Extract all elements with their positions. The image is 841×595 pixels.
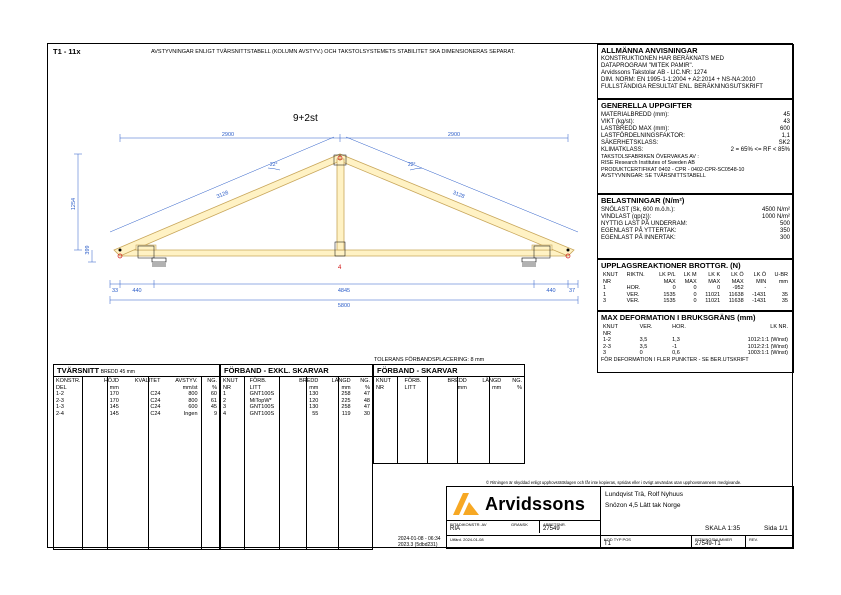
- column-header: FÖRB.: [404, 378, 422, 384]
- property-row: [601, 140, 790, 147]
- table-cell: 1012:2:1 (Winst): [747, 343, 788, 350]
- property-row: [601, 207, 790, 214]
- loads-panel: [597, 194, 794, 259]
- table-cell: 1-2: [56, 391, 64, 397]
- column-header: NG.: [512, 378, 522, 384]
- deformation-table: [601, 324, 790, 357]
- drawing-number: 27549-T1: [695, 541, 721, 547]
- property-value: 500: [779, 221, 790, 227]
- general-note-line: DATAPROGRAM "MITEK PAMIR".: [601, 63, 694, 69]
- column-header: HOR.: [672, 324, 686, 330]
- table-cell: 0: [717, 285, 721, 291]
- truss-count: 9+2st: [293, 113, 318, 124]
- angle-right: 22°: [408, 162, 416, 168]
- drawing-number-label: RITNINGSNUMMER: [695, 537, 733, 542]
- left-top-chord: [114, 154, 340, 256]
- company-logo: [453, 493, 585, 515]
- property-label: VINDLAST (qp(z)):: [601, 214, 652, 220]
- table-cell: 0: [693, 291, 697, 298]
- column-header: NR: [603, 330, 611, 337]
- property-label: LASTBREDD MAX (mm):: [601, 126, 670, 132]
- property-value: 350: [779, 228, 790, 234]
- property-label: LASTFÖRDELNINGSFAKTOR:: [601, 133, 685, 139]
- column-header: %: [365, 384, 370, 391]
- general-note-line: DIM. NORM: EN 1995-1-1:2004 + A2:2014 + NS-NA:2010: [601, 77, 756, 83]
- node-dot: [567, 249, 570, 252]
- table-cell: 1535: [663, 291, 676, 298]
- property-value: 45: [783, 112, 790, 118]
- dim-right-bay: 440: [546, 288, 556, 294]
- property-label: NYTTIG LAST PÅ UNDERRAM:: [601, 221, 688, 227]
- table-cell: 0: [639, 350, 643, 356]
- table-cell: 800: [188, 397, 198, 404]
- table-cell: 600: [188, 404, 198, 410]
- column-header: mm: [457, 384, 467, 391]
- table-cell: 1: [223, 391, 227, 397]
- column-header: KNUT: [603, 272, 618, 278]
- sections-header: TVÄRSNITT: [57, 366, 100, 375]
- scale: SKALA 1:35: [705, 525, 741, 532]
- column-header: LK Ö: [731, 272, 744, 278]
- property-row: [601, 119, 790, 126]
- dim-height: 1254: [71, 197, 77, 211]
- property-label: MATERIALBREDD (mm):: [601, 112, 669, 118]
- table-cell: C24: [150, 410, 161, 417]
- king-post: [337, 159, 344, 250]
- property-row: [601, 126, 790, 133]
- dim-heel: 399: [85, 245, 91, 255]
- column-header: MAX: [684, 278, 697, 285]
- logo-wordmark: Arvidssons: [485, 493, 586, 514]
- connectors-table-panel: [220, 364, 373, 550]
- right-support: [522, 258, 536, 266]
- table-cell: 4: [223, 410, 227, 417]
- column-header: MAX: [731, 278, 744, 285]
- table-cell: -1: [672, 343, 678, 350]
- table-cell: 11021: [705, 298, 721, 304]
- column-header: VER.: [639, 324, 653, 330]
- truss-title: T1 - 11x: [53, 47, 81, 56]
- table-header-row: [601, 272, 790, 279]
- table-cell: 258: [341, 391, 351, 397]
- property-row: [601, 235, 790, 242]
- table-cell: -: [764, 285, 767, 291]
- dim-top-right: 2900: [447, 132, 461, 138]
- print-date: 2024-01-08 - 06:34: [398, 536, 441, 542]
- bracing-note: AVSTYVNINGAR ENLIGT TVÄRSNITTSTABELL (KOLUMN AVSTYV.) OCH TAKSTOLSYSTEMETS STABILITET SKA DIMENSIONERAS SEPARAT.: [151, 49, 515, 55]
- dim-left-bay: 440: [132, 288, 142, 294]
- table-cell: 258: [341, 404, 351, 410]
- table-cell: 170: [109, 391, 119, 397]
- left-support: [152, 258, 166, 266]
- column-header: mm/st: [182, 384, 198, 391]
- dim-right-overhang: 37: [569, 288, 576, 294]
- column-header: KVALITET: [134, 378, 161, 384]
- loads-header: BELASTNINGAR (N/m²): [601, 196, 685, 205]
- table-cell: 0: [693, 298, 697, 304]
- table-cell: 1,3: [672, 337, 680, 343]
- certification-line: AVSTYVNINGAR: SE TVÄRSNITTSTABELL: [601, 172, 706, 179]
- table-cell: 0: [672, 285, 676, 291]
- issued-date: Utfärd. 2024-01-08: [450, 537, 484, 542]
- general-notes-panel: [597, 44, 794, 99]
- column-header: FÖRB.: [249, 378, 267, 384]
- certification-line: TAKSTOLSFABRIKEN ÖVERVAKAS AV :: [601, 154, 699, 160]
- property-label: KLIMATKLASS:: [601, 147, 644, 153]
- table-cell: 800: [188, 391, 198, 397]
- table-row: [601, 298, 790, 305]
- column-header: NG.: [207, 378, 217, 384]
- data-header: GENERELLA UPPGIFTER: [601, 101, 692, 110]
- property-value: 300: [779, 235, 790, 241]
- table-cell: 3,5: [639, 343, 648, 350]
- general-header: ALLMÄNNA ANVISNINGAR: [601, 46, 698, 55]
- property-row: [601, 228, 790, 235]
- check-label: GRANSK: [511, 522, 528, 527]
- column-header: NG.: [360, 378, 370, 384]
- title-block: [446, 486, 794, 549]
- table-cell: C24: [150, 397, 161, 404]
- table-cell: -1431: [752, 298, 767, 304]
- page-number: Sida 1/1: [764, 525, 788, 532]
- table-cell: 60: [210, 391, 217, 397]
- table-cell: -952: [732, 285, 744, 291]
- table-cell: C24: [150, 391, 161, 397]
- column-header: LÄNGD: [482, 378, 502, 384]
- logo-mark-icon: [453, 493, 479, 515]
- table-row: [54, 411, 219, 418]
- column-header: KNUT: [603, 324, 618, 330]
- column-header: NR: [376, 384, 384, 391]
- deformation-panel: [597, 311, 794, 373]
- column-header: LK M: [683, 272, 697, 278]
- column-header: NR: [603, 278, 611, 285]
- table-cell: 0: [693, 285, 697, 291]
- column-header: KNUT: [376, 378, 391, 384]
- column-header: RIKTN.: [626, 272, 645, 278]
- table-cell: 1-3: [56, 404, 64, 410]
- angle-left: 22°: [270, 162, 278, 168]
- job-number: 27549: [543, 526, 560, 532]
- table-cell: 61: [210, 397, 217, 404]
- table-cell: 45: [210, 404, 217, 410]
- property-value: 43: [783, 119, 790, 125]
- table-cell: 1535: [663, 298, 676, 304]
- column-header: MIN: [756, 278, 767, 285]
- certification-line: RISE Research Institutes of Sweden AB: [601, 160, 695, 167]
- revision-label: REV.: [749, 537, 758, 542]
- table-cell: HOR.: [626, 285, 641, 291]
- dimension-lines: [74, 134, 578, 304]
- sections-table-panel: [53, 364, 220, 550]
- sections-width: BREDD 45 mm: [100, 369, 135, 375]
- table-cell: 130: [309, 404, 319, 410]
- column-header: KONSTR.: [56, 378, 81, 384]
- sections-table: [54, 378, 219, 417]
- position: T1: [604, 541, 612, 547]
- column-header: %: [517, 384, 522, 391]
- property-value: 600: [779, 126, 790, 132]
- column-header: BREDD: [299, 378, 319, 384]
- property-value: SK2: [778, 140, 790, 146]
- column-header: mm: [309, 384, 319, 391]
- column-header: LK K: [708, 272, 721, 278]
- column-header: LK NR.: [770, 324, 788, 330]
- property-row: [601, 133, 790, 140]
- dim-span: 4845: [337, 288, 351, 294]
- property-label: VIKT (kg/st):: [601, 119, 635, 125]
- table-cell: 11638: [728, 291, 744, 298]
- table-cell: 47: [363, 404, 370, 410]
- column-header: mm: [492, 384, 502, 391]
- table-cell: 30: [363, 410, 370, 417]
- table-cell: Ingen: [183, 410, 198, 417]
- property-label: SÄKERHETSKLASS:: [601, 140, 659, 146]
- table-cell: 3: [603, 298, 607, 304]
- column-header: %: [212, 384, 217, 391]
- column-header: LITT: [249, 384, 261, 391]
- deformation-header: MAX DEFORMATION I BRUKSGRÄNS (mm): [601, 313, 756, 322]
- reactions-table: [601, 272, 790, 305]
- right-top-chord: [340, 154, 574, 256]
- table-cell: 11021: [705, 291, 721, 298]
- table-cell: 48: [363, 397, 370, 404]
- dim-left-overhang: 33: [112, 288, 119, 294]
- general-data-panel: [597, 99, 794, 194]
- column-header: mm: [341, 384, 351, 391]
- node-dot: [119, 249, 122, 252]
- position-label: KOD TYP POS: [604, 537, 631, 542]
- property-row: [601, 147, 790, 154]
- property-label: EGENLAST PÅ YTTERTAK:: [601, 228, 677, 234]
- drawing-sheet: [47, 43, 793, 548]
- table-cell: 35: [781, 298, 788, 304]
- property-label: SNÖLAST (Sk, 600 m.ö.h.):: [601, 207, 675, 213]
- connectors-header: FÖRBAND - EXKL. SKARVAR: [224, 366, 329, 375]
- designer-label: RITADIKONSTR. AV: [450, 522, 487, 527]
- job-label: ARBETSNR.: [543, 522, 566, 527]
- deformation-note: FÖR DEFORMATION I FLER PUNKTER - SE BER.UTSKRIFT: [601, 356, 749, 363]
- project-name: Snözon 4,5 Lätt tak Norge: [605, 502, 681, 509]
- truss-members: [114, 154, 574, 266]
- dim-top-left: 2900: [221, 132, 235, 138]
- splices-table-panel: [373, 364, 525, 464]
- dim-total: 5800: [337, 303, 351, 309]
- column-header: U-BR: [774, 272, 788, 278]
- property-row: [601, 214, 790, 221]
- tolerance-note: TOLERANS FÖRBANDSPLACERING: 8 mm: [374, 357, 485, 363]
- property-value: 1000 N/m²: [761, 214, 790, 220]
- table-cell: 170: [109, 397, 119, 404]
- dim-right-slope: 3128: [451, 189, 466, 201]
- table-cell: 1003:1:1 (Winst): [747, 350, 788, 356]
- table-cell: GNT100S: [249, 410, 275, 417]
- table-cell: 3,5: [639, 337, 648, 343]
- column-header: NR: [223, 384, 231, 391]
- table-cell: 145: [109, 404, 119, 410]
- table-cell: 1: [603, 291, 607, 298]
- property-value: 1,1: [781, 133, 790, 139]
- table-cell: 0,6: [672, 350, 680, 356]
- property-value: 2 = 65% <= RF < 85%: [730, 147, 790, 153]
- designer: RIA: [450, 526, 461, 532]
- reactions-header: UPPLAGSREAKTIONER BROTTGR. (N): [601, 261, 741, 270]
- table-cell: C24: [150, 404, 161, 410]
- table-cell: 55: [312, 410, 319, 417]
- table-cell: 2-3: [603, 343, 611, 350]
- column-header: AVSTYV.: [175, 378, 198, 384]
- table-cell: 2-3: [56, 397, 64, 404]
- splices-header: FÖRBAND - SKARVAR: [377, 366, 458, 375]
- property-row: [601, 112, 790, 119]
- table-cell: GNT100S: [249, 404, 275, 410]
- column-header: DEL: [56, 384, 67, 391]
- column-header: MAX: [663, 278, 676, 285]
- table-cell: 9: [213, 410, 217, 417]
- column-header: LITT: [404, 384, 416, 391]
- table-cell: 3: [223, 404, 227, 410]
- table-cell: MiTopW*: [249, 397, 272, 404]
- property-row: [601, 221, 790, 228]
- bottom-chord: [120, 250, 568, 256]
- column-header: KNUT: [223, 378, 238, 384]
- reactions-panel: [597, 259, 794, 311]
- table-cell: 47: [363, 391, 370, 397]
- column-header: mm: [778, 278, 788, 285]
- general-note-line: Arvidssons Takstolar AB - LIC.NR: 1274: [601, 70, 707, 76]
- table-cell: 2-4: [56, 410, 64, 417]
- table-cell: 119: [341, 410, 351, 417]
- general-note-line: KONSTRUKTIONEN HAR BERÄKNATS MED: [601, 56, 724, 62]
- column-header: LK P/L: [659, 272, 676, 278]
- customer-name: Lundqvist Trä, Rolf Nyhuus: [605, 491, 684, 498]
- property-label: EGENLAST PÅ INNERTAK:: [601, 235, 676, 241]
- column-header: mm: [109, 384, 119, 391]
- column-header: LÄNGD: [331, 378, 351, 384]
- table-header-row: [54, 378, 219, 385]
- table-cell: 145: [109, 410, 119, 417]
- table-cell: VER.: [626, 298, 640, 304]
- table-cell: 120: [309, 397, 319, 404]
- table-cell: 1012:1:1 (Winst): [747, 337, 788, 343]
- table-cell: 225: [341, 397, 351, 404]
- table-cell: 35: [781, 291, 788, 298]
- truss-drawing: [48, 44, 598, 314]
- certification-line: PRODUKTCERTIFIKAT 0402 - CPR - 0402-CPR-SC0548-10: [601, 166, 745, 173]
- column-header: HÖJD: [103, 378, 119, 384]
- table-cell: 3: [603, 350, 607, 356]
- column-header: BREDD: [447, 378, 467, 384]
- table-cell: VER.: [626, 291, 640, 298]
- table-cell: 11638: [728, 298, 744, 304]
- column-header: LK Ö: [753, 272, 767, 278]
- table-cell: 1: [603, 285, 607, 291]
- copyright-note: © Ritningen är skyddad enligt upphovsrättslagen och får inte kopieras, spridas eller i övrigt användas utan upphovsmannens medgivande.: [486, 480, 742, 485]
- node-number: 4: [338, 265, 342, 271]
- software-version: 2023.3 (5dbd231): [398, 542, 438, 548]
- dim-left-slope: 3128: [215, 189, 230, 201]
- general-note-line: FULLSTÄNDIGA RESULTAT ENL. BERÄKNINGSUTSKRIFT: [601, 84, 763, 90]
- property-value: 4500 N/m²: [761, 207, 790, 213]
- table-cell: GNT100S: [249, 391, 275, 397]
- table-cell: 2: [223, 397, 227, 404]
- column-header: MAX: [708, 278, 721, 285]
- table-cell: 1-2: [603, 337, 611, 343]
- table-cell: 130: [309, 391, 319, 397]
- table-cell: -1431: [752, 291, 767, 298]
